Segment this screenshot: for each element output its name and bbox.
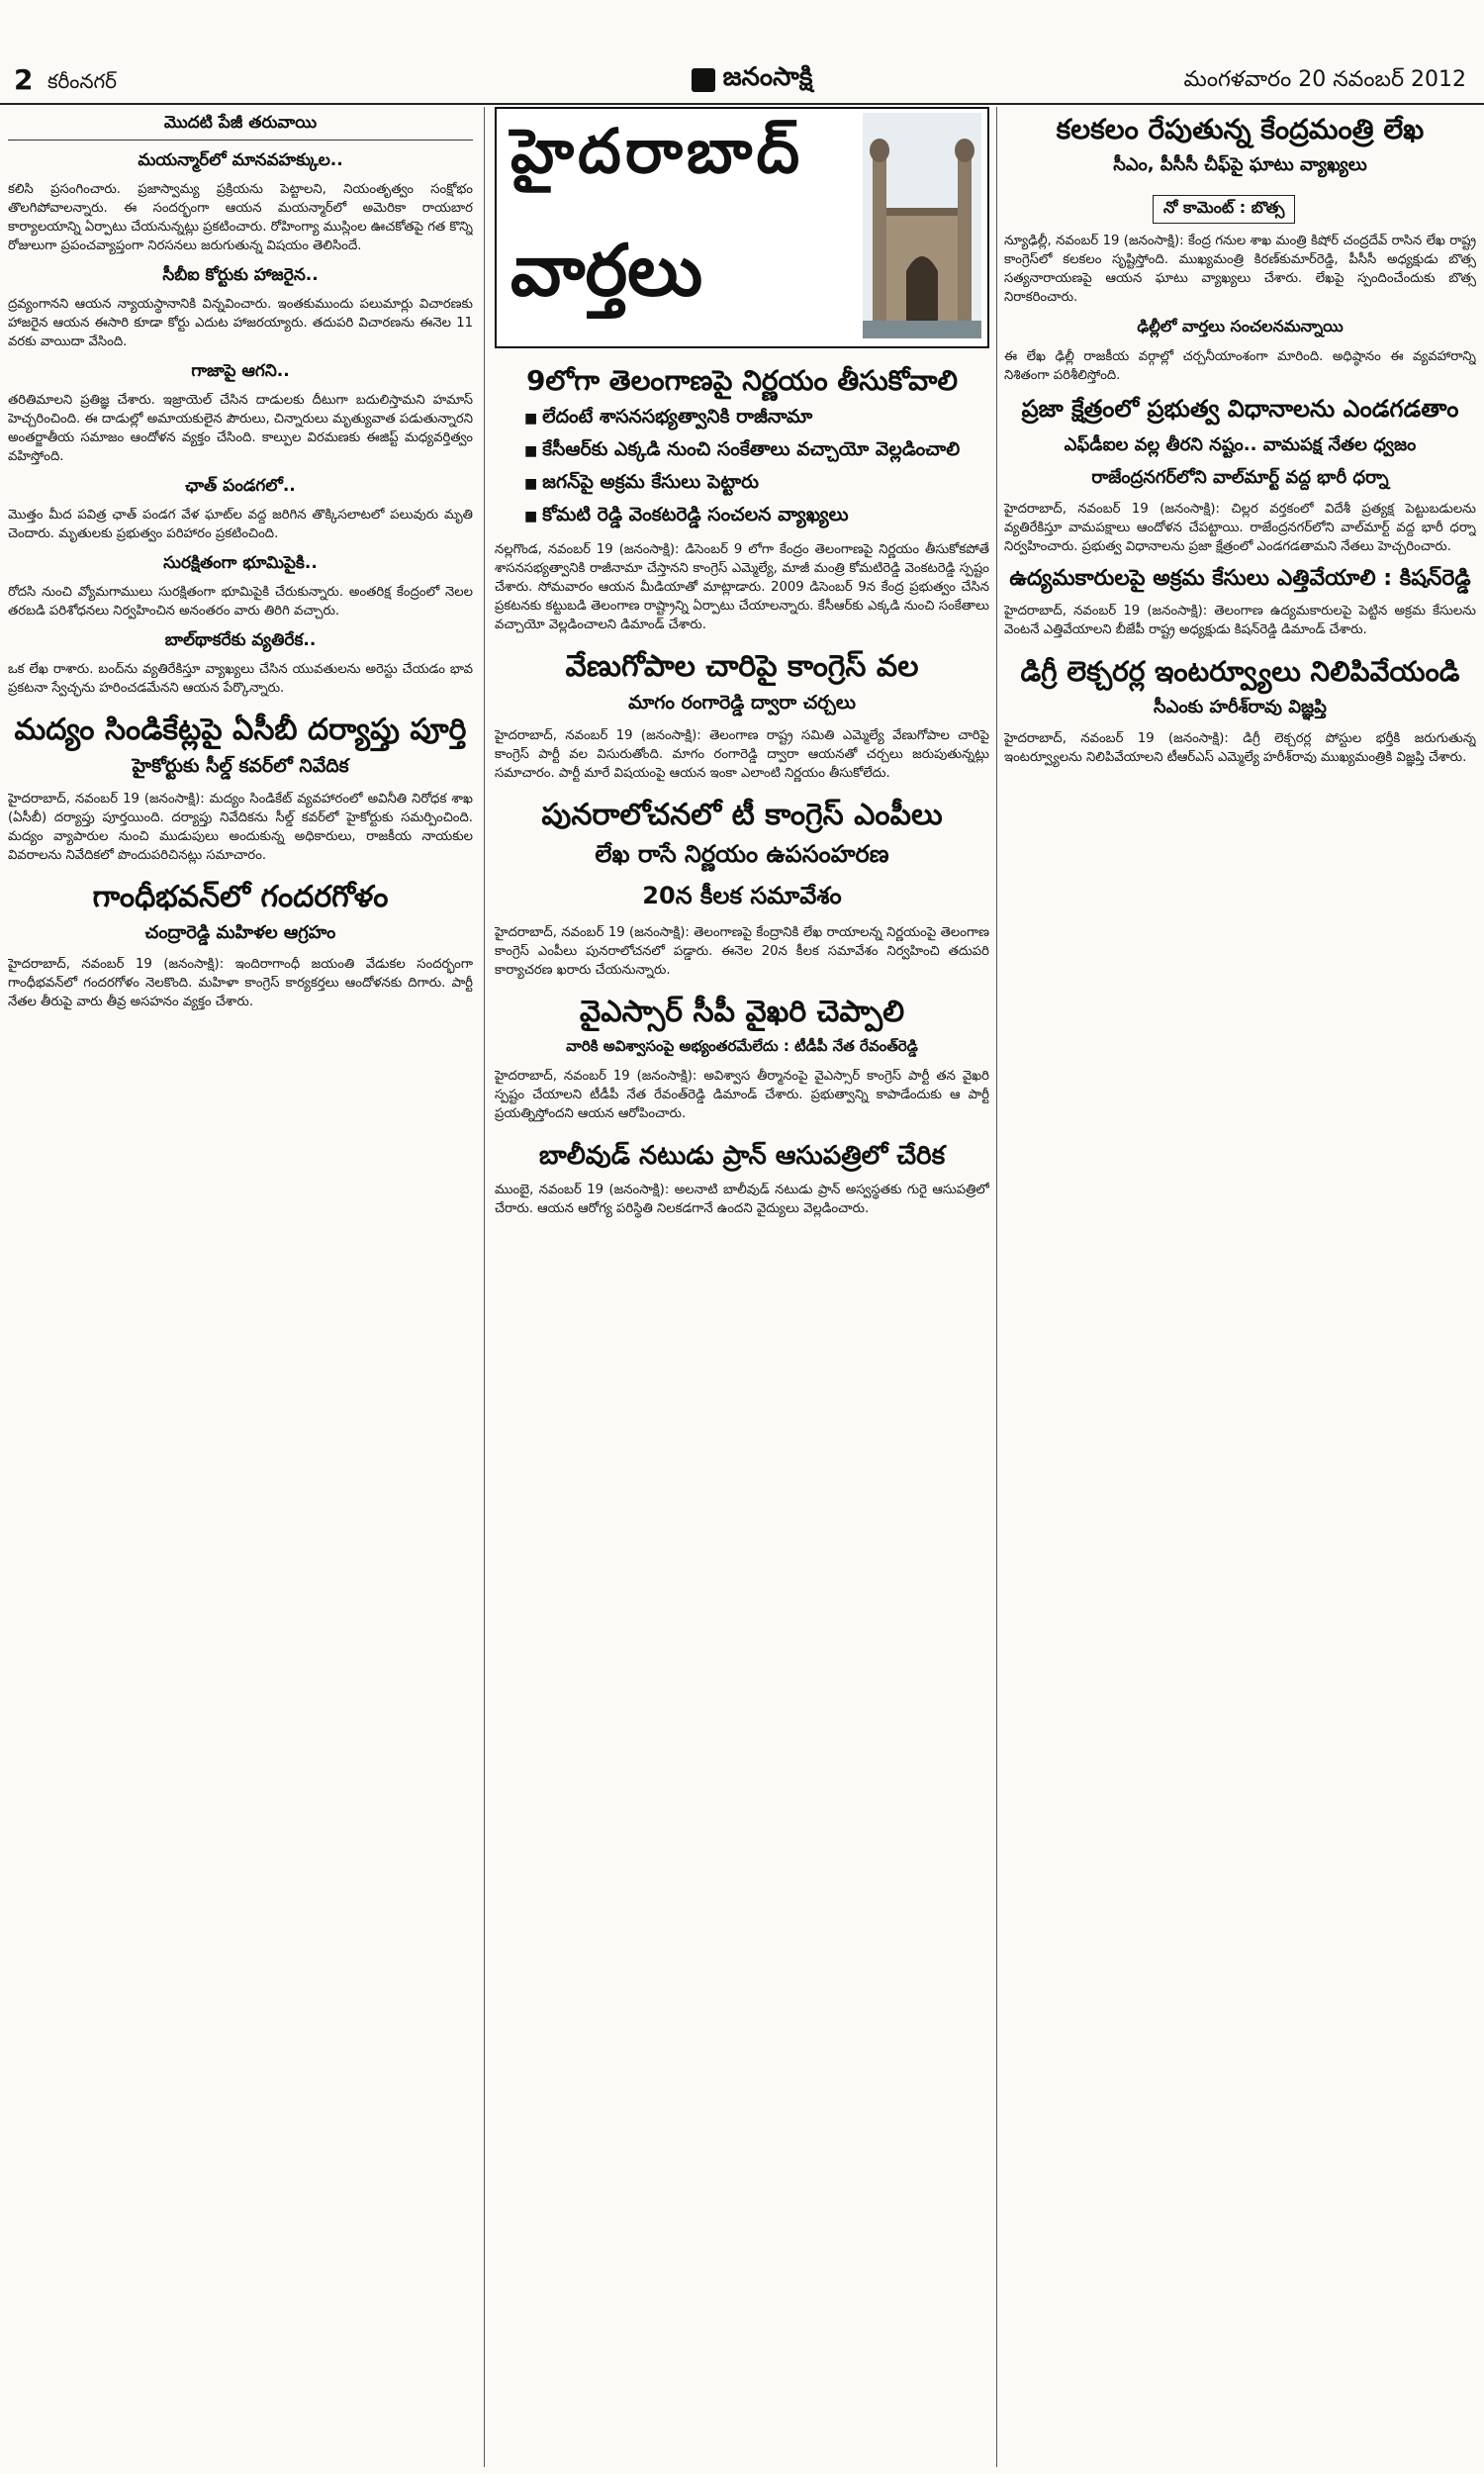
article-body: న్యూఢిల్లీ, నవంబర్ 19 (జనంసాక్షి): కేంద్ర గనుల శాఖ మంత్రి కిషోర్ చంద్రదేవ్ రాసిన లేఖ రాష్ట్ర కాంగ్రెస్‌లో కలకలం సృష్టిస్తోంది. ముఖ్యమంత్రి కిరణ్‌కుమార్‌రెడ్డి, పీసీసీ అధ్యక్షుడు బొత్స సత్యనారాయణపై ఆయన ఘాటు వ్యాఖ్యలు చేశారు. లేఖపై స్పందించేందుకు బొత్స నిరాకరించారు. [1004, 234, 1476, 305]
subheadline: రాజేంద్రనగర్‌లోని వాల్‌మార్ట్ వద్ద భారీ ధర్నా [1091, 467, 1389, 488]
headline: సురక్షితంగా భూమిపైకి.. [163, 553, 318, 573]
article-body: నల్లగొండ, నవంబర్ 19 (జనంసాక్షి): డిసెంబర్ 9 లోగా కేంద్రం తెలంగాణపై నిర్ణయం తీసుకోకపోతే శాసనసభ్యత్వానికి రాజీనామా చేస్తానని కాంగ్రెస్ ఎమ్మెల్యే, మాజీ మంత్రి కోమటిరెడ్డి వెంకటరెడ్డి స్పష్టం చేశారు. సోమవారం ఆయన మీడియాతో మాట్లాడారు. 2009 డిసెంబర్ 9న కేంద్ర ప్రభుత్వం చేసిన ప్రకటనకు కట్టుబడి తెలంగాణ రాష్ట్రాన్ని ఏర్పాటు చేయాలన్నారు. కేసీఆర్‌కు ఎక్కడి నుంచి సంకేతాలు వచ్చాయో వెల్లడించాలని డిమాండ్ చేశారు. [495, 542, 989, 632]
article-body: ముంబై, నవంబర్ 19 (జనంసాక్షి): అలనాటి బాలీవుడ్ నటుడు ప్రాన్ అస్వస్థతకు గురై ఆసుపత్రిలో చేరారు. ఆయన ఆరోగ్య పరిస్థితి నిలకడగానే ఉందని వైద్యులు వెల్లడించారు. [495, 1183, 989, 1216]
subheadline: సీఎం, పీసీసీ చీఫ్‌పై ఘాటు వ్యాఖ్యలు [1113, 154, 1367, 175]
headline: వేణుగోపాల చారిపై కాంగ్రెస్ వల [565, 649, 919, 684]
headline: ప్రజా క్షేత్రంలో ప్రభుత్వ విధానాలను ఎండగడతాం [1021, 395, 1459, 423]
article-body: హైదరాబాద్, నవంబర్ 19 (జనంసాక్షి): మద్యం సిండికేట్ వ్యవహారంలో అవినీతి నిరోధక శాఖ (ఏసీబీ) దర్యాప్తు పూర్తయింది. దర్యాప్తు నివేదికను సీల్డ్ కవర్‌లో హైకోర్టుకు సమర్పించింది. మద్యం వ్యాపారుల నుంచి ముడుపులు అందుకున్న అధికారులు, రాజకీయ నాయకుల వివరాలను నివేదికలో పొందుపరిచినట్లు సమాచారం. [8, 792, 473, 863]
bullet-point: ■ కోమటి రెడ్డి వెంకటరెడ్డి సంచలన వ్యాఖ్యలు [524, 504, 989, 530]
column-rule [996, 107, 997, 2467]
subheadline: ఢిల్లీలో వార్తలు సంచలనమన్నాయి [1137, 317, 1344, 335]
article-body: హైదరాబాద్, నవంబర్ 19 (జనంసాక్షి): అవిశ్వాస తీర్మానంపై వైఎస్సార్ కాంగ్రెస్ పార్టీ తన వైఖరి స్పష్టం చేయాలని టీడీపీ నేత రేవంత్‌రెడ్డి డిమాండ్ చేశారు. ప్రభుత్వాన్ని కాపాడేందుకు ఆ పార్టీ ప్రయత్నిస్తోందని ఆయన ఆరోపించారు. [495, 1069, 989, 1121]
subheadline: 20న కీలక సమావేశం [642, 882, 842, 909]
headline: కలకలం రేపుతున్న కేంద్రమంత్రి లేఖ [1056, 113, 1425, 145]
headline: గాజాపై ఆగని.. [191, 361, 290, 381]
subheadline: సీఎంకు హరీశ్‌రావు విజ్ఞప్తి [1154, 697, 1327, 717]
article-body: హైదరాబాద్, నవంబర్ 19 (జనంసాక్షి): ఇందిరాగాంధీ జయంతి వేడుకల సందర్భంగా గాంధీభవన్‌లో గందరగోళం నెలకొంది. మహిళా కాంగ్రెస్ కార్యకర్తలు ఆందోళనకు దిగారు. పార్టీ నేతల తీరుపై వారు తీవ్ర అసహనం వ్యక్తం చేశారు. [8, 957, 473, 1009]
headline: మయన్మార్‌లో మానవహక్కుల.. [138, 150, 343, 170]
masthead-logo [633, 61, 871, 99]
headline: బాల్‌థాకరేకు వ్యతిరేక.. [164, 630, 317, 650]
hyderabad-news-banner [495, 107, 989, 348]
column-left [8, 107, 473, 2470]
column-right [1004, 107, 1476, 2470]
article-body: హైదరాబాద్, నవంబర్ 19 (జనంసాక్షి): తెలంగాణపై కేంద్రానికి లేఖ రాయాలన్న నిర్ణయంపై తెలంగాణ కాంగ్రెస్ ఎంపీలు పునరాలోచనలో పడ్డారు. ఈనెల 20న కీలక సమావేశం నిర్వహించి తదుపరి కార్యాచరణ ఖరారు చేయనున్నారు. [495, 925, 989, 978]
bullet-point: ■ కేసీఆర్‌కు ఎక్కడి నుంచి సంకేతాలు వచ్చాయో వెల్లడించాలి [524, 438, 989, 465]
article-body: హైదరాబాద్, నవంబర్ 19 (జనంసాక్షి): డిగ్రీ లెక్చరర్ల పోస్టుల భర్తీకి జరుగుతున్న ఇంటర్వ్యూలను నిలిపివేయాలని టీఆర్‌ఎస్ ఎమ్మెల్యే హరీశ్‌రావు ముఖ్యమంత్రికి విజ్ఞప్తి చేశారు. [1004, 731, 1476, 765]
article-body: రోదసి నుంచి వ్యోమగాములు సురక్షితంగా భూమిపైకి చేరుకున్నారు. అంతరిక్ష కేంద్రంలో నెలల తరబడి పరిశోధనలు నిర్వహించిన అనంతరం వారు తిరిగి వచ్చారు. [8, 585, 473, 618]
banner-title-line1: హైదరాబాద్ [510, 115, 804, 187]
article-body: హైదరాబాద్, నవంబర్ 19 (జనంసాక్షి): చిల్లర వర్తకంలో విదేశీ ప్రత్యక్ష పెట్టుబడులను వ్యతిరేకిస్తూ వామపక్షాలు ఆందోళన చేపట్టాయి. రాజేంద్రనగర్‌లోని వాల్‌మార్ట్ వద్ద భారీ ధర్నా నిర్వహించారు. ప్రభుత్వ విధానాలను ప్రజా క్షేత్రంలో ఎండగడతామని నేతలు హెచ్చరించారు. [1004, 502, 1476, 554]
headline: గాంధీభవన్‌లో గందరగోళం [92, 880, 389, 914]
continued-label: మొదటి పేజీ తరువాయి [8, 113, 473, 141]
bullet-point: ■ లేదంటే శాసనసభ్యత్వానికి రాజీనామా [524, 406, 989, 432]
masthead-mark-icon [692, 68, 715, 92]
headline: బాలీవుడ్ నటుడు ప్రాన్ ఆసుపత్రిలో చేరిక [538, 1141, 946, 1171]
headline: డిగ్రీ లెక్చరర్ల ఇంటర్వ్యూలు నిలిపివేయండి [1020, 655, 1460, 688]
subheadline: లేఖ రాసే నిర్ణయం ఉపసంహరణ [595, 840, 889, 868]
headline: ఉద్యమకారులపై అక్రమ కేసులు ఎత్తివేయాలి : కిషన్‌రెడ్డి [1009, 566, 1471, 591]
article-body: ద్రవ్యంగానని ఆయన న్యాయస్థానానికి విన్నవించారు. ఇంతకుముందు పలుమార్లు విచారణకు హాజరైన ఆయన ఈసారి కూడా కోర్టు ఎదుట హాజరయ్యారు. తదుపరి విచారణను ఈనెల 11 వరకు వాయిదా వేసింది. [8, 297, 473, 349]
column-rule [484, 107, 485, 2467]
column-middle [495, 107, 989, 2470]
bullet-point: ■ జగన్‌పై అక్రమ కేసులు పెట్టారు [524, 471, 989, 498]
headline: పునరాలోచనలో టీ కాంగ్రెస్ ఎంపీలు [541, 798, 943, 832]
no-comment-box: నో కామెంట్ : బొత్స [1153, 195, 1295, 224]
article-body: తరితిమాలని ప్రతిజ్ఞ చేశారు. ఇజ్రాయెల్ చేసిన దాడులకు దీటుగా బదులిస్తామని హమాస్ హెచ్చరించింది. ఈ దాడుల్లో అమాయకులైన పౌరులు, చిన్నారులు మృత్యువాత పడుతున్నారని అంతర్జాతీయ సమాజం ఆందోళన వ్యక్తం చేసింది. కాల్పుల విరమణకు ఈజిప్ట్ మధ్యవర్తిత్వం వహిస్తోంది. [8, 393, 473, 464]
article-body: కలిసి ప్రసంగించారు. ప్రజాస్వామ్య ప్రక్రియను పెట్టాలని, నియంతృత్వం సంక్షోభం తొలగిపోవాలన్నారు. ఈ సందర్భంగా ఆయన మయన్మార్‌లో అమెరికా రాయబార కార్యాలయాన్ని ఏర్పాటు చేయనున్నట్లు ప్రకటించారు. రోహింగ్యా ముస్లింల ఊచకోతపై గత కొన్ని రోజులుగా ప్రపంచవ్యాప్తంగా నిరసనలు జరుగుతున్న విషయం తెలిసిందే. [8, 182, 473, 253]
headline: సీబీఐ కోర్టుకు హాజరైన.. [162, 265, 319, 285]
subheadline: హైకోర్టుకు సీల్డ్ కవర్‌లో నివేదిక [132, 755, 349, 777]
page-number: 2 [14, 63, 34, 96]
article-body: హైదరాబాద్, నవంబర్ 19 (జనంసాక్షి): తెలంగాణ ఉద్యమకారులపై పెట్టిన అక్రమ కేసులను వెంటనే ఎత్తివేయాలని బీజేపీ రాష్ట్ర అధ్యక్షుడు కిషన్‌రెడ్డి డిమాండ్ చేశారు. [1004, 604, 1476, 637]
section-name: కరీంనగర్ [47, 69, 117, 93]
page-header [0, 59, 1484, 105]
headline: వైఎస్సార్ సీపీ వైఖరి చెప్పాలి [579, 995, 905, 1029]
charminar-icon [863, 113, 981, 338]
issue-date: మంగళవారం 20 నవంబర్ 2012 [1183, 67, 1466, 92]
headline: ఛాత్ పండగలో.. [185, 476, 296, 496]
subheadline: మాగం రంగారెడ్డి ద్వారా చర్చలు [628, 692, 856, 714]
subheadline: వారికి అవిశ్వాసంపై అభ్యంతరమేలేదు : టీడీపీ నేత రేవంత్‌రెడ్డి [566, 1037, 918, 1055]
article-body: ఒక లేఖ రాశారు. బంద్‌ను వ్యతిరేకిస్తూ వ్యాఖ్యలు చేసిన యువతులను అరెస్టు చేయడం భావ ప్రకటనా స్వేచ్ఛను హరించడమేనని ఆయన పేర్కొన్నారు. [8, 662, 473, 696]
article-body: హైదరాబాద్, నవంబర్ 19 (జనంసాక్షి): తెలంగాణ రాష్ట్ర సమితి ఎమ్మెల్యే వేణుగోపాల చారిపై కాంగ్రెస్ పార్టీ వల విసురుతోంది. మాగం రంగారెడ్డి ద్వారా ఆయనతో చర్చలు జరుపుతున్నట్లు సమాచారం. పార్టీ మారే విషయంపై ఆయన ఇంకా ఎలాంటి నిర్ణయం తీసుకోలేదు. [495, 728, 989, 781]
article-body: మొత్తం మీద పవిత్ర ఛాత్ పండగ వేళ ఘాట్‌ల వద్ద జరిగిన తొక్కిసలాటలో పలువురు మృతి చెందారు. మృతులకు ప్రభుత్వం పరిహారం ప్రకటించింది. [8, 508, 473, 541]
subheadline: ఎఫ్‌డీఐల వల్ల తీరని నష్టం.. వామపక్ష నేతల ధ్వజం [1064, 434, 1417, 455]
masthead-title: జనంసాక్షి [722, 62, 813, 92]
headline: మద్యం సిండికేట్లపై ఏసీబీ దర్యాప్తు పూర్తి [14, 713, 467, 747]
banner-title-line2: వార్తలు [510, 228, 703, 312]
subheadline: చంద్రారెడ్డి మహిళల ఆగ్రహం [144, 922, 336, 943]
headline: 9లోగా తెలంగాణపై నిర్ణయం తీసుకోవాలి [525, 364, 959, 397]
article-body: ఈ లేఖ ఢిల్లీ రాజకీయ వర్గాల్లో చర్చనీయాంశంగా మారింది. అధిష్ఠానం ఈ వ్యవహారాన్ని నిశితంగా పరిశీలిస్తోంది. [1004, 349, 1476, 383]
